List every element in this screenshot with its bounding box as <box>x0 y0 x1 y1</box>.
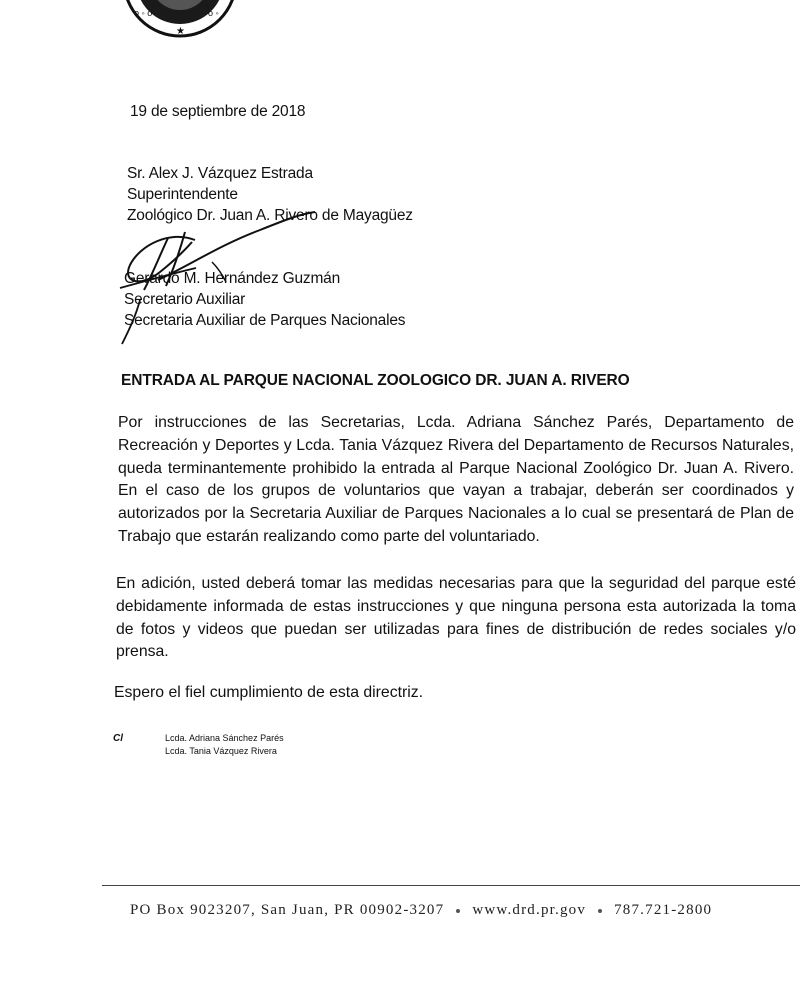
recipient-block <box>127 163 413 226</box>
sender-title: Secretario Auxiliar <box>124 291 246 308</box>
cc-recipient: Lcda. Tania Vázquez Rivera <box>165 746 277 756</box>
cc-label: Cl <box>113 733 123 744</box>
letter-footer <box>130 902 712 919</box>
footer-address: PO Box 9023207, San Juan, PR 00902-3207 <box>130 902 445 918</box>
footer-separator <box>456 909 460 913</box>
footer-separator <box>598 909 602 913</box>
department-seal-icon <box>120 0 240 40</box>
recipient-organization: Zoológico Dr. Juan A. Rivero de Mayagüez <box>127 207 413 224</box>
cc-list <box>165 732 284 758</box>
svg-text:o ◦: o ◦ <box>208 8 219 18</box>
footer-phone: 787.721-2800 <box>614 902 713 918</box>
sender-office: Secretaria Auxiliar de Parques Nacionales <box>124 312 406 329</box>
cc-recipient: Lcda. Adriana Sánchez Parés <box>165 733 284 743</box>
letter-subject: ENTRADA AL PARQUE NACIONAL ZOOLOGICO DR. JUAN A. RIVERO <box>121 372 630 389</box>
letter-date: 19 de septiembre de 2018 <box>130 103 306 120</box>
svg-text:o ◦ o: o ◦ o <box>134 8 153 18</box>
sender-name: Gerardo M. Hernández Guzmán <box>124 270 341 287</box>
recipient-title: Superintendente <box>127 186 238 203</box>
footer-website: www.drd.pr.gov <box>472 902 587 918</box>
svg-text:★: ★ <box>176 26 185 37</box>
body-paragraph: En adición, usted deberá tomar las medidas necesarias para que la seguridad del parque esté debidamente informada de estas instrucciones y que ninguna persona esta autorizada la toma de fotos y videos que puedan ser utilizadas para fines de distribución de redes sociales y/o prensa. <box>116 575 796 661</box>
recipient-name: Sr. Alex J. Vázquez Estrada <box>127 165 313 182</box>
footer-divider <box>102 885 800 886</box>
sender-block <box>124 268 405 331</box>
body-paragraph: Por instrucciones de las Secretarias, Lcda. Adriana Sánchez Parés, Departamento de Recreación y Deportes y Lcda. Tania Vázquez Rivera del Departamento de Recursos Naturales, queda terminantemente prohibido la entrada al Parque Nacional Zoológico Dr. Juan A. Rivero. En el caso de los grupos de voluntarios que vayan a trabajar, deberán ser coordinados y autorizados por la Secretaria Auxiliar de Parques Nacionales a lo cual se presentará de Plan de Trabajo que estarán realizando como parte del voluntariado. <box>118 414 794 545</box>
closing-line: Espero el fiel cumplimiento de esta directriz. <box>114 684 424 701</box>
